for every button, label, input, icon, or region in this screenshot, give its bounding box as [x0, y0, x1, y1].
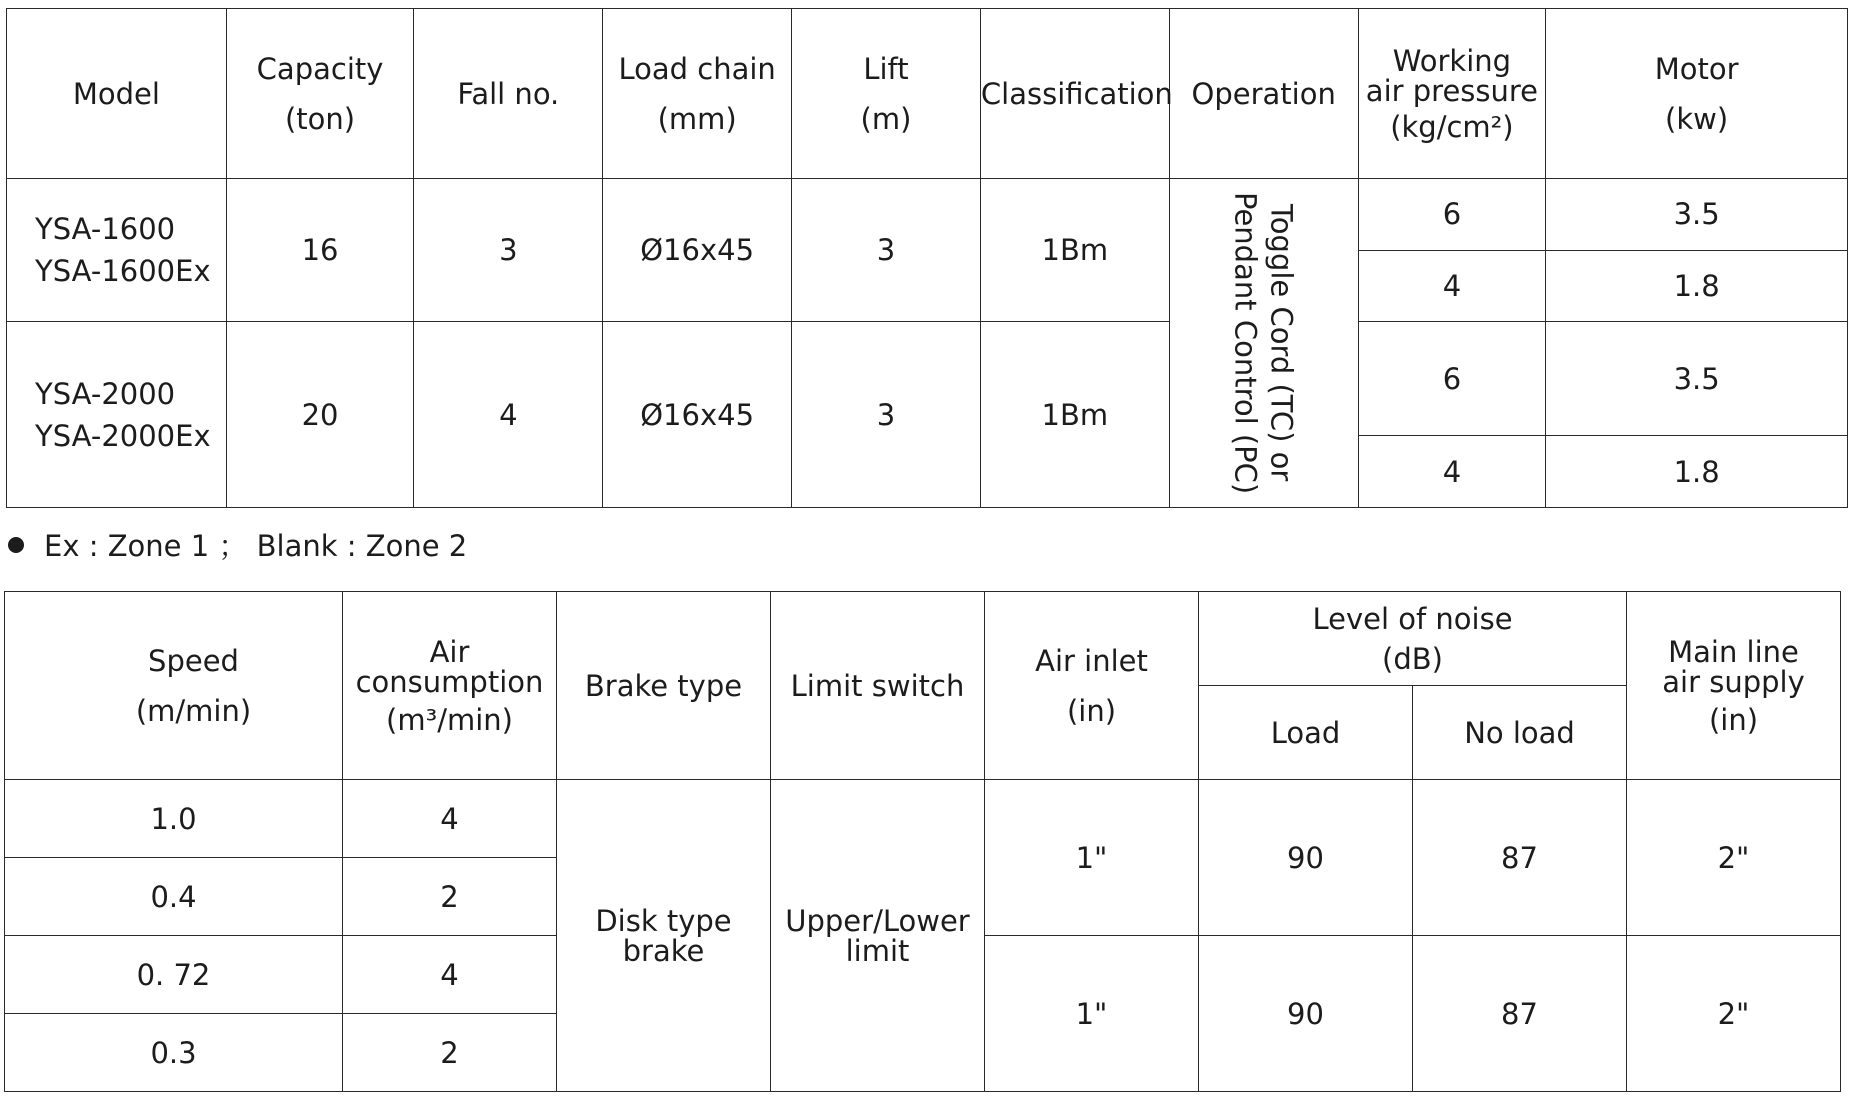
- zone-note: [8, 524, 467, 565]
- noise-no-load-cell: 87: [1413, 780, 1627, 936]
- header-air-consumption: Air consumption (m³/min): [343, 592, 557, 780]
- classification-cell: 1Bm: [980, 179, 1169, 322]
- specs-table-2: [4, 591, 1841, 1092]
- speed-cell: 0. 72: [5, 936, 343, 1014]
- fall-no-cell: 4: [414, 322, 603, 508]
- header-lift: Lift (m): [792, 9, 981, 179]
- classification-cell: 1Bm: [980, 322, 1169, 508]
- model-cell: YSA-2000 YSA-2000Ex: [7, 322, 227, 508]
- capacity-cell: 16: [226, 179, 414, 322]
- capacity-cell: 20: [226, 322, 414, 508]
- header-load: Load: [1199, 686, 1413, 780]
- air-inlet-cell: 1": [985, 936, 1199, 1092]
- air-consumption-cell: 4: [343, 936, 557, 1014]
- header-main-line-air-supply: Main line air supply (in): [1627, 592, 1841, 780]
- lift-cell: 3: [792, 322, 981, 508]
- speed-cell: 0.3: [5, 1014, 343, 1092]
- speed-cell: 0.4: [5, 858, 343, 936]
- air-consumption-cell: 4: [343, 780, 557, 858]
- table2-header-row: [5, 592, 1841, 686]
- operation-cell: [1169, 179, 1358, 508]
- header-motor: Motor (kw): [1546, 9, 1848, 179]
- zone-note-text: Ex : Zone 1 ； Blank : Zone 2: [44, 529, 468, 563]
- header-speed: Speed (m/min): [5, 592, 343, 780]
- load-chain-cell: Ø16x45: [603, 179, 792, 322]
- specs-table-1: [6, 8, 1848, 508]
- model-cell: YSA-1600 YSA-1600Ex: [7, 179, 227, 322]
- pressure-cell: 6: [1358, 322, 1546, 436]
- header-brake-type: Brake type: [557, 592, 771, 780]
- pressure-cell: 4: [1358, 250, 1546, 322]
- header-classification: Classification: [980, 9, 1169, 179]
- noise-no-load-cell: 87: [1413, 936, 1627, 1092]
- fall-no-cell: 3: [414, 179, 603, 322]
- main-line-cell: 2": [1627, 936, 1841, 1092]
- header-no-load: No load: [1413, 686, 1627, 780]
- header-capacity: Capacity (ton): [226, 9, 414, 179]
- table-row: [7, 179, 1848, 251]
- air-consumption-cell: 2: [343, 1014, 557, 1092]
- table-row: [7, 322, 1848, 436]
- motor-cell: 3.5: [1546, 322, 1848, 436]
- noise-load-cell: 90: [1199, 780, 1413, 936]
- lift-cell: 3: [792, 179, 981, 322]
- motor-cell: 1.8: [1546, 436, 1848, 508]
- pressure-cell: 4: [1358, 436, 1546, 508]
- air-consumption-cell: 2: [343, 858, 557, 936]
- header-load-chain: Load chain (mm): [603, 9, 792, 179]
- brake-type-cell: Disk type brake: [557, 780, 771, 1092]
- table-row: [5, 780, 1841, 858]
- pressure-cell: 6: [1358, 179, 1546, 251]
- header-air-inlet: Air inlet (in): [985, 592, 1199, 780]
- header-operation: Operation: [1169, 9, 1358, 179]
- main-line-cell: 2": [1627, 780, 1841, 936]
- header-working-air-pressure: Working air pressure (kg/cm²): [1358, 9, 1546, 179]
- load-chain-cell: Ø16x45: [603, 322, 792, 508]
- operation-vertical-text: Toggle Cord (TC) or Pendant Control (PC): [1228, 191, 1299, 495]
- air-inlet-cell: 1": [985, 780, 1199, 936]
- motor-cell: 1.8: [1546, 250, 1848, 322]
- header-limit-switch: Limit switch: [771, 592, 985, 780]
- header-fall-no: Fall no.: [414, 9, 603, 179]
- bullet-icon: [8, 537, 24, 553]
- limit-switch-cell: Upper/Lower limit: [771, 780, 985, 1092]
- motor-cell: 3.5: [1546, 179, 1848, 251]
- noise-load-cell: 90: [1199, 936, 1413, 1092]
- speed-cell: 1.0: [5, 780, 343, 858]
- header-model: Model: [7, 9, 227, 179]
- table1-header-row: [7, 9, 1848, 179]
- header-level-of-noise: Level of noise (dB): [1199, 592, 1627, 686]
